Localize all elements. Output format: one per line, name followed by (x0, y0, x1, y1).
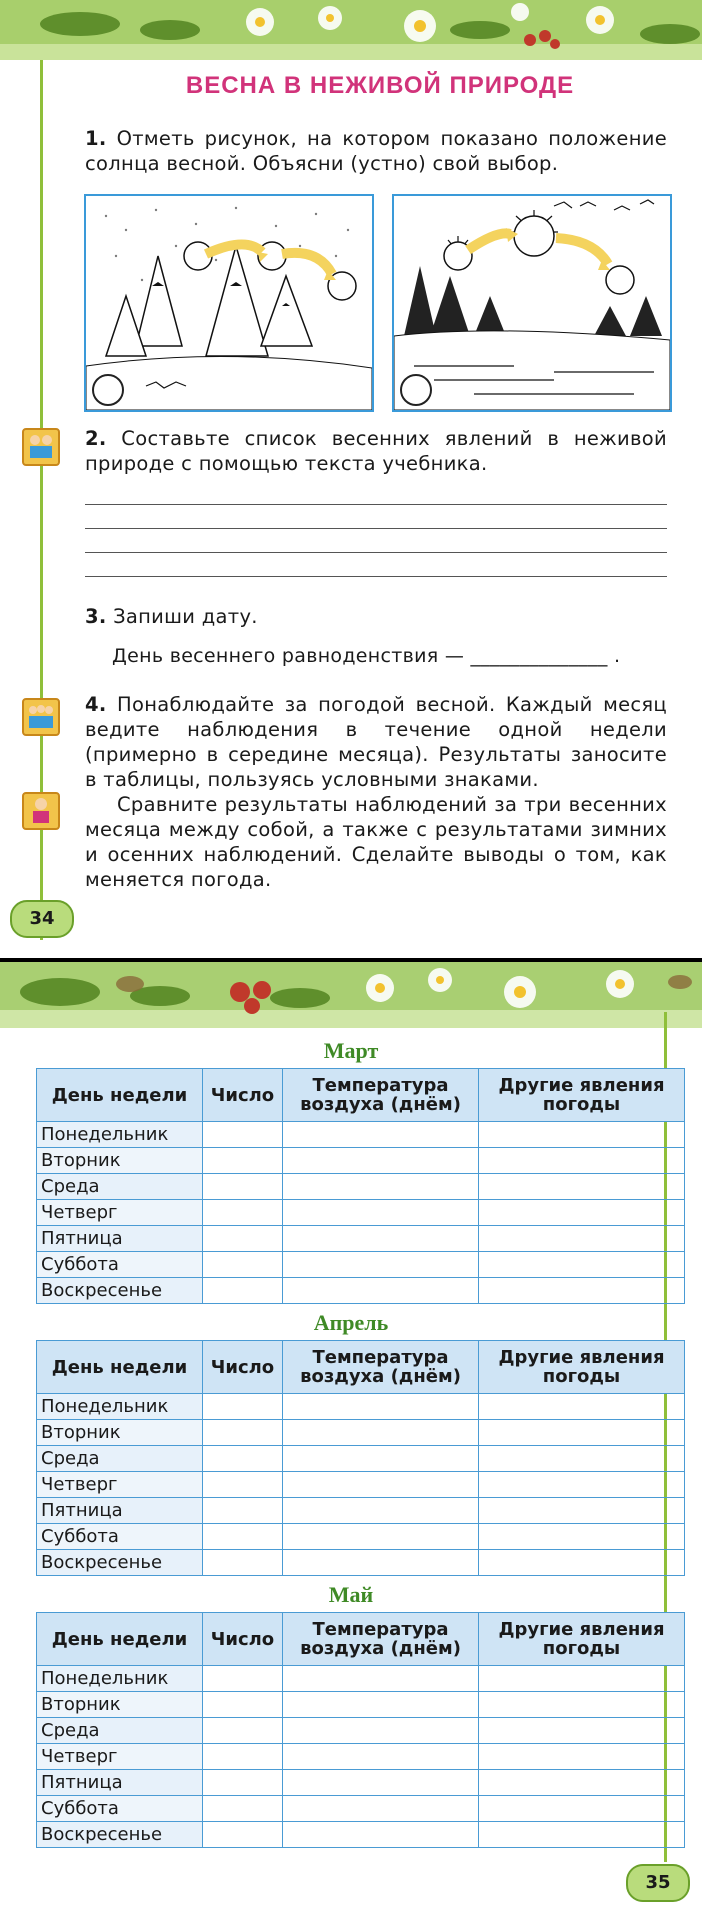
day-label: Вторник (37, 1420, 203, 1446)
table-row (37, 1498, 685, 1524)
task-3-number: 3. (85, 605, 107, 628)
other-cell[interactable] (479, 1796, 685, 1822)
other-cell[interactable] (479, 1252, 685, 1278)
day-label: Воскресенье (37, 1822, 203, 1848)
number-cell[interactable] (203, 1718, 283, 1744)
other-cell[interactable] (479, 1524, 685, 1550)
temp-cell[interactable] (283, 1420, 479, 1446)
number-cell[interactable] (203, 1278, 283, 1304)
answer-circle-2[interactable] (400, 374, 432, 406)
day-label: Воскресенье (37, 1278, 203, 1304)
table-row (37, 1420, 685, 1446)
number-cell[interactable] (203, 1122, 283, 1148)
number-cell[interactable] (203, 1744, 283, 1770)
month-title-april: Апрель (313, 1310, 389, 1335)
table-header-row (37, 1613, 685, 1666)
task-2-text: Составьте список весенних явлений в неживой природе с помощью текста учебника. (85, 427, 668, 475)
other-cell[interactable] (479, 1770, 685, 1796)
other-cell[interactable] (479, 1148, 685, 1174)
day-label: Воскресенье (37, 1550, 203, 1576)
number-cell[interactable] (203, 1394, 283, 1420)
task-1-text: Отметь рисунок, на котором показано положение солнца весной. Объясни (устно) свой выбор. (85, 127, 668, 175)
table-row (37, 1252, 685, 1278)
page-35 (0, 962, 702, 1921)
header-day: День недели (37, 1613, 203, 1666)
weather-table-april (36, 1340, 685, 1576)
table-row (37, 1550, 685, 1576)
other-cell[interactable] (479, 1122, 685, 1148)
other-cell[interactable] (479, 1200, 685, 1226)
temp-cell[interactable] (283, 1174, 479, 1200)
number-cell[interactable] (203, 1446, 283, 1472)
table-row (37, 1524, 685, 1550)
other-cell[interactable] (479, 1822, 685, 1848)
write-line-3[interactable] (85, 552, 667, 553)
equinox-label: День весеннего равноденствия — (112, 645, 465, 667)
task-4-text: Понаблюдайте за погодой весной. Каждый месяц ведите наблюдения в течение одной недели (примерно в середине месяца). Результаты заносите в таблицы, пользуясь условными знаками. (85, 693, 667, 791)
page-number-35: 35 (626, 1864, 690, 1902)
other-cell[interactable] (479, 1550, 685, 1576)
task-3-date-line (112, 644, 620, 669)
spring-picture (392, 194, 672, 412)
table-row (37, 1666, 685, 1692)
task-3 (85, 604, 258, 629)
other-cell[interactable] (479, 1420, 685, 1446)
day-label: Вторник (37, 1692, 203, 1718)
table-row (37, 1394, 685, 1420)
header-number: Число (203, 1341, 283, 1394)
month-title-may: Май (328, 1582, 374, 1607)
number-cell[interactable] (203, 1822, 283, 1848)
table-row (37, 1822, 685, 1848)
header-number: Число (203, 1069, 283, 1122)
table-row (37, 1226, 685, 1252)
table-row (37, 1770, 685, 1796)
header-temperature: Температура воздуха (днём) (283, 1069, 479, 1122)
day-label: Четверг (37, 1744, 203, 1770)
number-cell[interactable] (203, 1200, 283, 1226)
task-2 (85, 426, 667, 476)
number-cell[interactable] (203, 1148, 283, 1174)
table-row (37, 1446, 685, 1472)
header-day: День недели (37, 1069, 203, 1122)
number-cell[interactable] (203, 1498, 283, 1524)
header-other: Другие явления погоды (479, 1341, 685, 1394)
page-34 (0, 0, 702, 960)
header-number: Число (203, 1613, 283, 1666)
other-cell[interactable] (479, 1278, 685, 1304)
table-row (37, 1796, 685, 1822)
number-cell[interactable] (203, 1692, 283, 1718)
day-label: Пятница (37, 1770, 203, 1796)
group-work-icon (22, 698, 60, 736)
task-4 (85, 692, 667, 792)
task-4-number: 4. (85, 693, 107, 716)
temp-cell[interactable] (283, 1666, 479, 1692)
task-4-continued (85, 792, 667, 892)
task-1-number: 1. (85, 127, 107, 150)
number-cell[interactable] (203, 1472, 283, 1498)
write-line-4[interactable] (85, 576, 667, 577)
table-row (37, 1718, 685, 1744)
temp-cell[interactable] (283, 1498, 479, 1524)
number-cell[interactable] (203, 1796, 283, 1822)
table-row (37, 1200, 685, 1226)
other-cell[interactable] (479, 1692, 685, 1718)
table-row (37, 1148, 685, 1174)
temp-cell[interactable] (283, 1148, 479, 1174)
day-label: Среда (37, 1174, 203, 1200)
day-label: Среда (37, 1446, 203, 1472)
table-header-row (37, 1341, 685, 1394)
spring-scene-illustration (394, 196, 670, 410)
header-temperature: Температура воздуха (днём) (283, 1613, 479, 1666)
equinox-blank[interactable]: ______________ (470, 645, 608, 667)
header-other: Другие явления погоды (479, 1069, 685, 1122)
day-label: Суббота (37, 1252, 203, 1278)
number-cell[interactable] (203, 1420, 283, 1446)
write-line-1[interactable] (85, 504, 667, 505)
floral-header-decoration-35 (0, 962, 702, 1028)
number-cell[interactable] (203, 1174, 283, 1200)
month-title-march: Март (323, 1038, 379, 1063)
task-4-text-2: Сравните результаты наблюдений за три весенних месяца между собой, а также с результатами зимних и осенних наблюдений. Сделайте выводы о том, как меняется погода. (85, 793, 667, 891)
pair-work-icon (22, 428, 60, 466)
temp-cell[interactable] (283, 1796, 479, 1822)
other-cell[interactable] (479, 1226, 685, 1252)
number-cell[interactable] (203, 1252, 283, 1278)
day-label: Суббота (37, 1796, 203, 1822)
temp-cell[interactable] (283, 1446, 479, 1472)
temp-cell[interactable] (283, 1822, 479, 1848)
day-label: Понедельник (37, 1666, 203, 1692)
header-day: День недели (37, 1341, 203, 1394)
number-cell[interactable] (203, 1226, 283, 1252)
task-3-text: Запиши дату. (113, 605, 258, 628)
temp-cell[interactable] (283, 1692, 479, 1718)
header-other: Другие явления погоды (479, 1613, 685, 1666)
task-1 (85, 126, 667, 176)
temp-cell[interactable] (283, 1122, 479, 1148)
task-2-number: 2. (85, 427, 107, 450)
temp-cell[interactable] (283, 1472, 479, 1498)
weather-table-march (36, 1068, 685, 1304)
answer-circle-1[interactable] (92, 374, 124, 406)
other-cell[interactable] (479, 1718, 685, 1744)
other-cell[interactable] (479, 1174, 685, 1200)
temp-cell[interactable] (283, 1200, 479, 1226)
weather-table-may (36, 1612, 685, 1848)
day-label: Среда (37, 1718, 203, 1744)
winter-picture (84, 194, 374, 412)
other-cell[interactable] (479, 1744, 685, 1770)
table-row (37, 1122, 685, 1148)
number-cell[interactable] (203, 1550, 283, 1576)
other-cell[interactable] (479, 1472, 685, 1498)
number-cell[interactable] (203, 1666, 283, 1692)
day-label: Пятница (37, 1498, 203, 1524)
day-label: Понедельник (37, 1394, 203, 1420)
temp-cell[interactable] (283, 1744, 479, 1770)
other-cell[interactable] (479, 1498, 685, 1524)
day-label: Четверг (37, 1472, 203, 1498)
floral-header-decoration (0, 0, 702, 60)
number-cell[interactable] (203, 1770, 283, 1796)
table-row (37, 1692, 685, 1718)
temp-cell[interactable] (283, 1278, 479, 1304)
temp-cell[interactable] (283, 1550, 479, 1576)
temp-cell[interactable] (283, 1524, 479, 1550)
day-label: Суббота (37, 1524, 203, 1550)
day-label: Вторник (37, 1148, 203, 1174)
equinox-period: . (614, 645, 621, 667)
other-cell[interactable] (479, 1446, 685, 1472)
temp-cell[interactable] (283, 1252, 479, 1278)
table-header-row (37, 1069, 685, 1122)
temp-cell[interactable] (283, 1718, 479, 1744)
table-row (37, 1174, 685, 1200)
table-row (37, 1744, 685, 1770)
number-cell[interactable] (203, 1524, 283, 1550)
page-title: ВЕСНА В НЕЖИВОЙ ПРИРОДЕ (185, 72, 575, 99)
winter-scene-illustration (86, 196, 372, 410)
other-cell[interactable] (479, 1666, 685, 1692)
other-cell[interactable] (479, 1394, 685, 1420)
day-label: Четверг (37, 1200, 203, 1226)
day-label: Понедельник (37, 1122, 203, 1148)
table-row (37, 1278, 685, 1304)
day-label: Пятница (37, 1226, 203, 1252)
temp-cell[interactable] (283, 1226, 479, 1252)
observation-icon (22, 792, 60, 830)
temp-cell[interactable] (283, 1770, 479, 1796)
header-temperature: Температура воздуха (днём) (283, 1341, 479, 1394)
temp-cell[interactable] (283, 1394, 479, 1420)
page-number-34: 34 (10, 900, 74, 938)
write-line-2[interactable] (85, 528, 667, 529)
table-row (37, 1472, 685, 1498)
